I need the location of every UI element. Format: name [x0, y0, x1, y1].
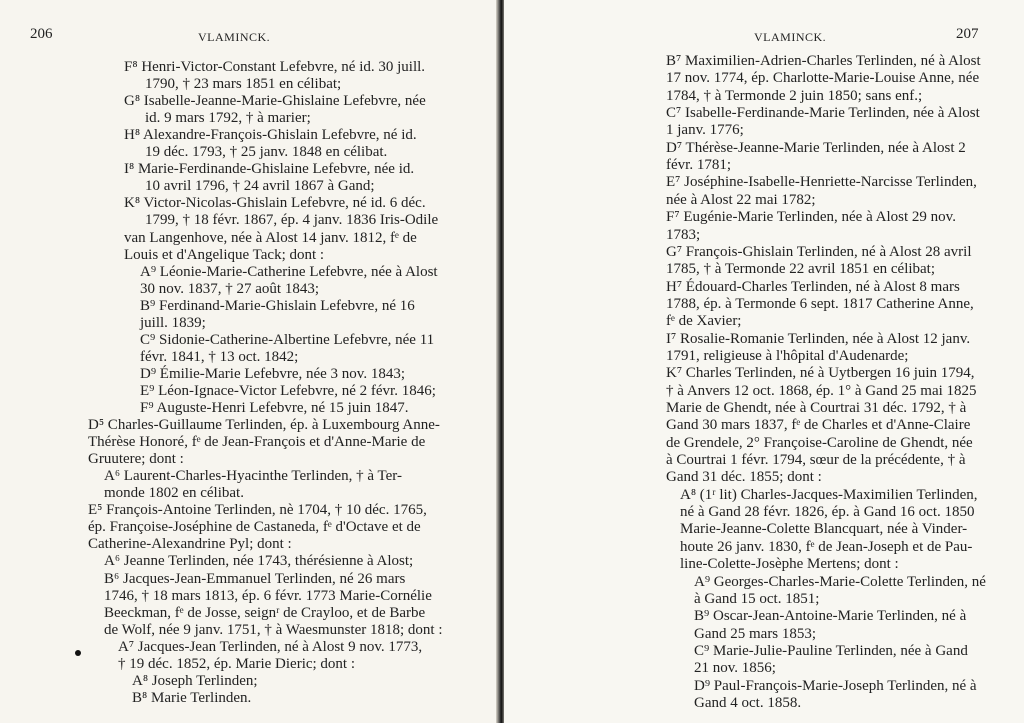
text-line: Gand 31 déc. 1855; dont : — [666, 469, 822, 486]
text-line: févr. 1841, † 13 oct. 1842; — [140, 348, 299, 365]
text-line: à Gand 15 oct. 1851; — [694, 590, 820, 607]
text-line: id. 9 mars 1792, † à marier; — [145, 110, 311, 127]
text-line: E⁹ Léon-Ignace-Victor Lefebvre, né 2 févr. 1846; — [140, 382, 436, 399]
text-line: 1784, † à Termonde 2 juin 1850; sans enf.; — [666, 87, 923, 104]
text-line: van Langenhove, née à Alost 14 janv. 1812, fᵉ de — [124, 229, 417, 246]
text-line: 1 janv. 1776; — [666, 122, 744, 139]
right-page-number: 207 — [956, 26, 979, 42]
text-line: née à Alost 22 mai 1782; — [666, 191, 816, 208]
text-line: juill. 1839; — [140, 314, 206, 331]
text-line: B⁹ Oscar-Jean-Antoine-Marie Terlinden, né à — [694, 608, 967, 625]
text-line: 21 nov. 1856; — [694, 660, 776, 677]
text-line: 1785, † à Termonde 22 avril 1851 en célibat; — [666, 261, 936, 278]
text-line: I⁷ Rosalie-Romanie Terlinden, née à Alost 12 janv. — [666, 330, 971, 347]
text-line: C⁹ Marie-Julie-Pauline Terlinden, née à Gand — [694, 642, 968, 659]
text-line: B⁹ Ferdinand-Marie-Ghislain Lefebvre, né 16 — [140, 297, 415, 314]
text-line: 1791, religieuse à l'hôpital d'Audenarde; — [666, 347, 909, 364]
text-line: 1746, † 18 mars 1813, ép. 6 févr. 1773 Marie-Cornélie — [104, 587, 432, 604]
text-line: H⁸ Alexandre-François-Ghislain Lefebvre, né id. — [124, 127, 417, 144]
text-line: A⁹ Léonie-Marie-Catherine Lefebvre, née à Alost — [140, 263, 438, 280]
text-line: 17 nov. 1774, ép. Charlotte-Marie-Louise Anne, née — [666, 70, 980, 87]
left-page — [0, 0, 500, 723]
text-line: 1788, ép. à Termonde 6 sept. 1817 Catherine Anne, — [666, 295, 974, 312]
text-line: fᵉ de Xavier; — [666, 313, 742, 330]
text-line: F⁷ Eugénie-Marie Terlinden, née à Alost 29 nov. — [666, 209, 956, 226]
text-line: Gand 25 mars 1853; — [694, 625, 817, 642]
text-line: 30 nov. 1837, † 27 août 1843; — [140, 280, 320, 297]
text-line: † à Anvers 12 oct. 1868, ép. 1° à Gand 25 mai 1825 — [666, 382, 977, 399]
text-line: B⁷ Maximilien-Adrien-Charles Terlinden, né à Alost — [666, 53, 981, 69]
text-line: C⁹ Sidonie-Catherine-Albertine Lefebvre, née 11 — [140, 331, 435, 348]
text-line: F⁸ Henri-Victor-Constant Lefebvre, né id. 30 juill. — [124, 59, 426, 75]
text-line: Louis et d'Angelique Tack; dont : — [124, 246, 325, 263]
text-line: D⁷ Thérèse-Jeanne-Marie Terlinden, née à Alost 2 — [666, 139, 966, 156]
text-line: A⁷ Jacques-Jean Terlinden, né à Alost 9 nov. 1773, — [118, 638, 423, 655]
text-line: † 19 déc. 1852, ép. Marie Dieric; dont : — [118, 655, 356, 672]
text-line: Beeckman, fᵉ de Josse, seignʳ de Crayloo, et de Barbe — [104, 604, 426, 621]
left-page-number: 206 — [30, 26, 53, 42]
text-line: E⁵ François-Antoine Terlinden, nè 1704, † 10 déc. 1765, — [88, 502, 427, 519]
text-line: houte 26 janv. 1830, fᵉ de Jean-Joseph et de Pau- — [680, 538, 973, 555]
text-line: A⁸ (1ʳ lit) Charles-Jacques-Maximilien Terlinden, — [680, 486, 978, 503]
text-line: K⁸ Victor-Nicolas-Ghislain Lefebvre, né id. 6 déc. — [124, 195, 426, 212]
text-line: K⁷ Charles Terlinden, né à Uytbergen 16 juin 1794, — [666, 365, 975, 382]
text-line: Marie-Jeanne-Colette Blancquart, née à Vinder- — [680, 521, 968, 538]
text-line: Gruutere; dont : — [88, 451, 184, 468]
text-line: Marie de Ghendt, née à Courtrai 31 déc. 1792, † à — [666, 400, 967, 416]
text-line: line-Colette-Josèphe Mertens; dont : — [680, 556, 899, 573]
ink-spot — [75, 650, 81, 656]
text-line: D⁹ Paul-François-Marie-Joseph Terlinden, né à — [694, 677, 977, 694]
text-line: Catherine-Alexandrine Pyl; dont : — [88, 536, 292, 553]
text-line: 10 avril 1796, † 24 avril 1867 à Gand; — [145, 178, 375, 195]
text-line: né à Gand 28 févr. 1826, ép. à Gand 16 oct. 1850 — [680, 504, 975, 521]
text-line: ép. Françoise-Joséphine de Castaneda, fᵉ d'Octave et de — [88, 519, 421, 536]
text-line: Thérèse Honoré, fᵉ de Jean-François et d'Anne-Marie de — [88, 434, 426, 451]
text-line: D⁹ Émilie-Marie Lefebvre, née 3 nov. 1843; — [140, 365, 405, 382]
text-line: D⁵ Charles-Guillaume Terlinden, ép. à Luxembourg Anne- — [88, 417, 440, 434]
right-page — [504, 0, 1024, 723]
text-line: 1799, † 18 févr. 1867, ép. 4 janv. 1836 Iris-Odile — [145, 212, 439, 229]
text-line: G⁸ Isabelle-Jeanne-Marie-Ghislaine Lefebvre, née — [124, 93, 426, 110]
text-line: G⁷ François-Ghislain Terlinden, né à Alost 28 avril — [666, 243, 972, 260]
text-line: A⁶ Jeanne Terlinden, née 1743, thérésienne à Alost; — [104, 553, 414, 570]
text-line: C⁷ Isabelle-Ferdinande-Marie Terlinden, née à Alost — [666, 105, 980, 122]
text-line: H⁷ Édouard-Charles Terlinden, né à Alost 8 mars — [666, 278, 960, 295]
text-line: monde 1802 en célibat. — [104, 485, 244, 502]
text-line: de Grendele, 2° Françoise-Caroline de Ghendt, née — [666, 434, 973, 451]
text-line: 1790, † 23 mars 1851 en célibat; — [145, 76, 342, 93]
text-line: A⁹ Georges-Charles-Marie-Colette Terlinden, né — [694, 573, 986, 590]
text-line: B⁶ Jacques-Jean-Emmanuel Terlinden, né 26 mars — [104, 570, 406, 587]
text-line: Gand 4 oct. 1858. — [694, 694, 802, 711]
right-running-header: VLAMINCK. — [754, 30, 827, 44]
text-line: A⁸ Joseph Terlinden; — [132, 672, 258, 689]
text-line: févr. 1781; — [666, 157, 731, 174]
text-line: 19 déc. 1793, † 25 janv. 1848 en célibat. — [145, 144, 388, 161]
text-line: I⁸ Marie-Ferdinande-Ghislaine Lefebvre, née id. — [124, 161, 415, 178]
text-line: E⁷ Joséphine-Isabelle-Henriette-Narcisse Terlinden, — [666, 174, 977, 191]
text-line: F⁹ Auguste-Henri Lefebvre, né 15 juin 1847. — [140, 400, 409, 416]
left-running-header: VLAMINCK. — [198, 30, 271, 44]
text-line: à Courtrai 1 févr. 1794, sœur de la précédente, † à — [666, 452, 966, 469]
text-line: de Wolf, née 9 janv. 1751, † à Waesmunster 1818; dont : — [104, 621, 443, 638]
text-line: 1783; — [666, 226, 701, 243]
text-line: A⁶ Laurent-Charles-Hyacinthe Terlinden, † à Ter- — [104, 468, 402, 485]
text-line: B⁸ Marie Terlinden. — [132, 689, 252, 706]
text-line: Gand 30 mars 1837, fᵉ de Charles et d'Anne-Claire — [666, 417, 971, 434]
